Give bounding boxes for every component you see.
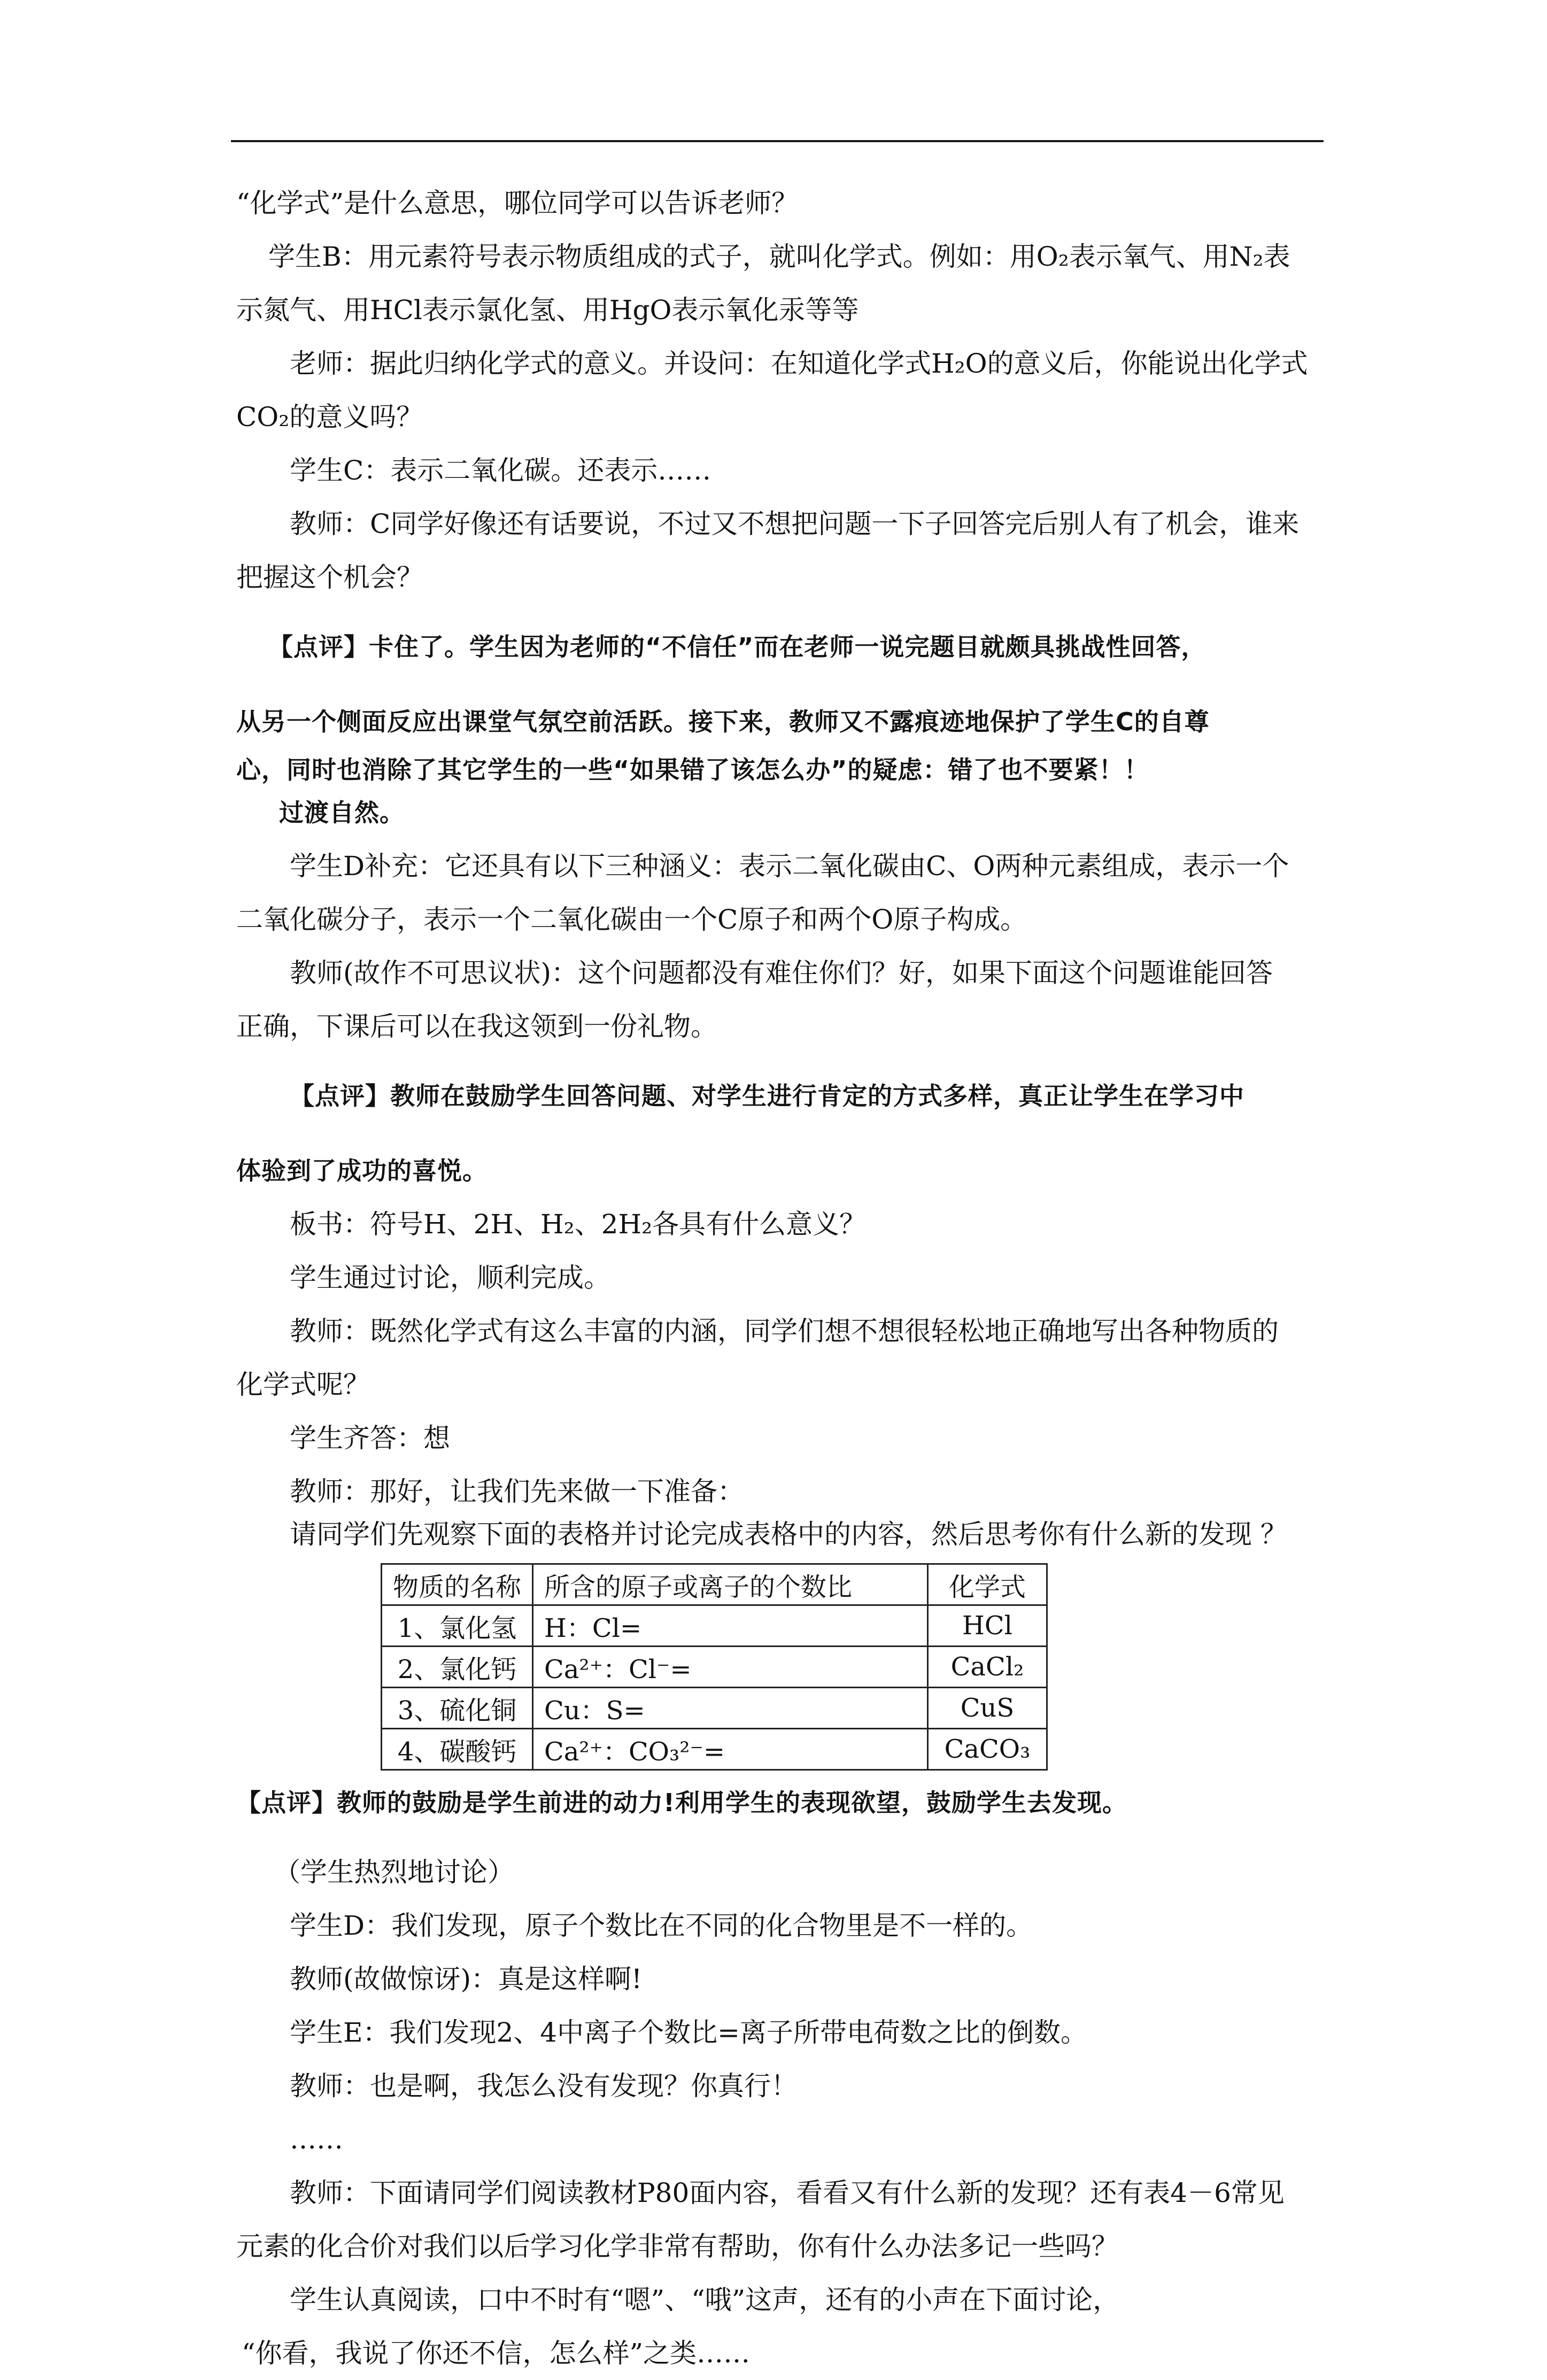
- comment-block: [236, 1069, 1327, 1197]
- comment-line: 心，同时也消除了其它学生的一些“如果错了该怎么办”的疑虑：错了也不要紧！！: [236, 755, 1149, 784]
- table-cell: CaCl₂: [928, 1647, 1047, 1688]
- text-line: 学生D补充：它还具有以下三种涵义：表示二氧化碳由C、O两种元素组成，表示一个: [290, 851, 1289, 882]
- comment-line: 【点评】卡住了。学生因为老师的“不信任”而在老师一说完题目就颇具挑战性回答，: [268, 632, 1206, 661]
- table-cell: 3、硫化铜: [382, 1688, 533, 1729]
- text-line: 教师(故作不可思议状)：这个问题都没有难住你们？好，如果下面这个问题谁能回答: [290, 957, 1273, 988]
- paragraph: [236, 176, 1327, 230]
- comment-line: 体验到了成功的喜悦。: [236, 1156, 488, 1185]
- text-line: 化学式呢？: [236, 1369, 370, 1400]
- header-rule: [231, 140, 1324, 142]
- table-cell: H：Cl=: [533, 1605, 928, 1647]
- text-line: 正确，下课后可以在我这领到一份礼物。: [236, 1011, 717, 1042]
- text-line: 学生D：我们发现，原子个数比在不同的化合物里是不一样的。: [290, 1910, 1033, 1941]
- paragraph: [236, 1952, 1327, 2006]
- document-body: [236, 176, 1327, 2380]
- comment-line: 从另一个侧面反应出课堂气氛空前活跃。接下来，教师又不露痕迹地保护了学生C的自尊: [236, 707, 1210, 736]
- ion-ratio-table: [381, 1563, 1048, 1771]
- text-line: 板书：符号H、2H、H₂、2H₂各具有什么意义？: [290, 1209, 867, 1240]
- text-line: 教师：C同学好像还有话要说，不过又不想把问题一下子回答完后别人有了机会，谁来: [290, 508, 1300, 539]
- text-line: 二氧化碳分子，表示一个二氧化碳由一个C原子和两个O原子构成。: [236, 904, 1027, 935]
- comment-block: [236, 1776, 1327, 1829]
- paragraph: [236, 2006, 1327, 2059]
- text-line: ……: [290, 2124, 343, 2155]
- table-row: [382, 1688, 1047, 1729]
- text-line: 教师：那好，让我们先来做一下准备：: [290, 1476, 744, 1507]
- table-header-cell: 物质的名称: [382, 1564, 533, 1605]
- table-row: [382, 1729, 1047, 1770]
- paragraph: [236, 1197, 1327, 1251]
- table-header-cell: 化学式: [928, 1564, 1047, 1605]
- comment-line: 【点评】教师在鼓励学生回答问题、对学生进行肯定的方式多样，真正让学生在学习中: [290, 1081, 1244, 1110]
- paragraph: [236, 444, 1327, 497]
- text-line: “你看，我说了你还不信，怎么样”之类……: [242, 2338, 751, 2369]
- text-line: 老师：据此归纳化学式的意义。并设问：在知道化学式H₂O的意义后，你能说出化学式: [290, 348, 1308, 379]
- text-line: “化学式”是什么意思，哪位同学可以告诉老师？: [236, 188, 799, 219]
- paragraph: [236, 1508, 1327, 1561]
- text-line: 学生B：用元素符号表示物质组成的式子，就叫化学式。例如：用O₂表示氧气、用N₂表: [268, 241, 1290, 272]
- table-cell: 1、氯化氢: [382, 1605, 533, 1647]
- text-line: CO₂的意义吗？: [236, 401, 423, 432]
- text-line: 把握这个机会？: [236, 562, 423, 593]
- text-line: 学生齐答：想: [290, 1423, 450, 1454]
- paragraph: [236, 1304, 1327, 1411]
- table-cell: CuS: [928, 1688, 1047, 1729]
- text-line: 学生E：我们发现2、4中离子个数比=离子所带电荷数之比的倒数。: [290, 2017, 1088, 2048]
- text-line: 教师：也是啊，我怎么没有发现？你真行！: [290, 2070, 798, 2101]
- comment-line: 【点评】教师的鼓励是学生前进的动力!利用学生的表现欲望，鼓励学生去发现。: [236, 1788, 1127, 1817]
- table-header-cell: 所含的原子或离子的个数比: [533, 1564, 928, 1605]
- table-row: [382, 1605, 1047, 1647]
- paragraph: [236, 2166, 1327, 2273]
- table-cell: Cu：S=: [533, 1688, 928, 1729]
- paragraph: [236, 1899, 1327, 1952]
- paragraph: [236, 839, 1327, 946]
- paragraph: [236, 1251, 1327, 1304]
- table-header-row: [382, 1564, 1047, 1605]
- text-line: 请同学们先观察下面的表格并讨论完成表格中的内容，然后思考你有什么新的发现 ？: [290, 1519, 1287, 1550]
- table-cell: 4、碳酸钙: [382, 1729, 533, 1770]
- text-line: （学生热烈地讨论）: [274, 1857, 514, 1888]
- text-line: 学生认真阅读，口中不时有“嗯”、“哦”这声，还有的小声在下面讨论，: [290, 2284, 1120, 2315]
- text-line: 学生C：表示二氧化碳。还表示……: [290, 455, 711, 486]
- text-line: 教师：既然化学式有这么丰富的内涵，同学们想不想很轻松地正确地写出各种物质的: [290, 1316, 1279, 1347]
- paragraph: [236, 1411, 1327, 1465]
- comment-block: [236, 620, 1327, 839]
- text-line: 学生通过讨论，顺利完成。: [290, 1262, 610, 1293]
- paragraph: [215, 230, 1327, 337]
- paragraph: [236, 337, 1327, 444]
- paragraph: [236, 946, 1327, 1053]
- comment-line: 过渡自然。: [279, 798, 405, 827]
- text-line: 元素的化合价对我们以后学习化学非常有帮助，你有什么办法多记一些吗？: [236, 2231, 1118, 2262]
- text-line: 教师(故做惊讶)：真是这样啊!: [290, 1964, 643, 1995]
- table-cell: Ca²⁺：Cl⁻=: [533, 1647, 928, 1688]
- text-line: 教师：下面请同学们阅读教材P80面内容，看看又有什么新的发现？还有表4－6常见: [290, 2177, 1285, 2208]
- text-line: 示氮气、用HCl表示氯化氢、用HgO表示氧化汞等等: [236, 295, 859, 326]
- table-row: [382, 1647, 1047, 1688]
- table-cell: Ca²⁺：CO₃²⁻=: [533, 1729, 928, 1770]
- paragraph: [236, 1845, 1327, 1899]
- paragraph: [236, 2059, 1327, 2113]
- paragraph: [236, 497, 1327, 604]
- paragraph: [236, 2113, 1327, 2166]
- paragraph: [236, 2273, 1327, 2380]
- table-cell: 2、氯化钙: [382, 1647, 533, 1688]
- table-cell: HCl: [928, 1605, 1047, 1647]
- table-cell: CaCO₃: [928, 1729, 1047, 1770]
